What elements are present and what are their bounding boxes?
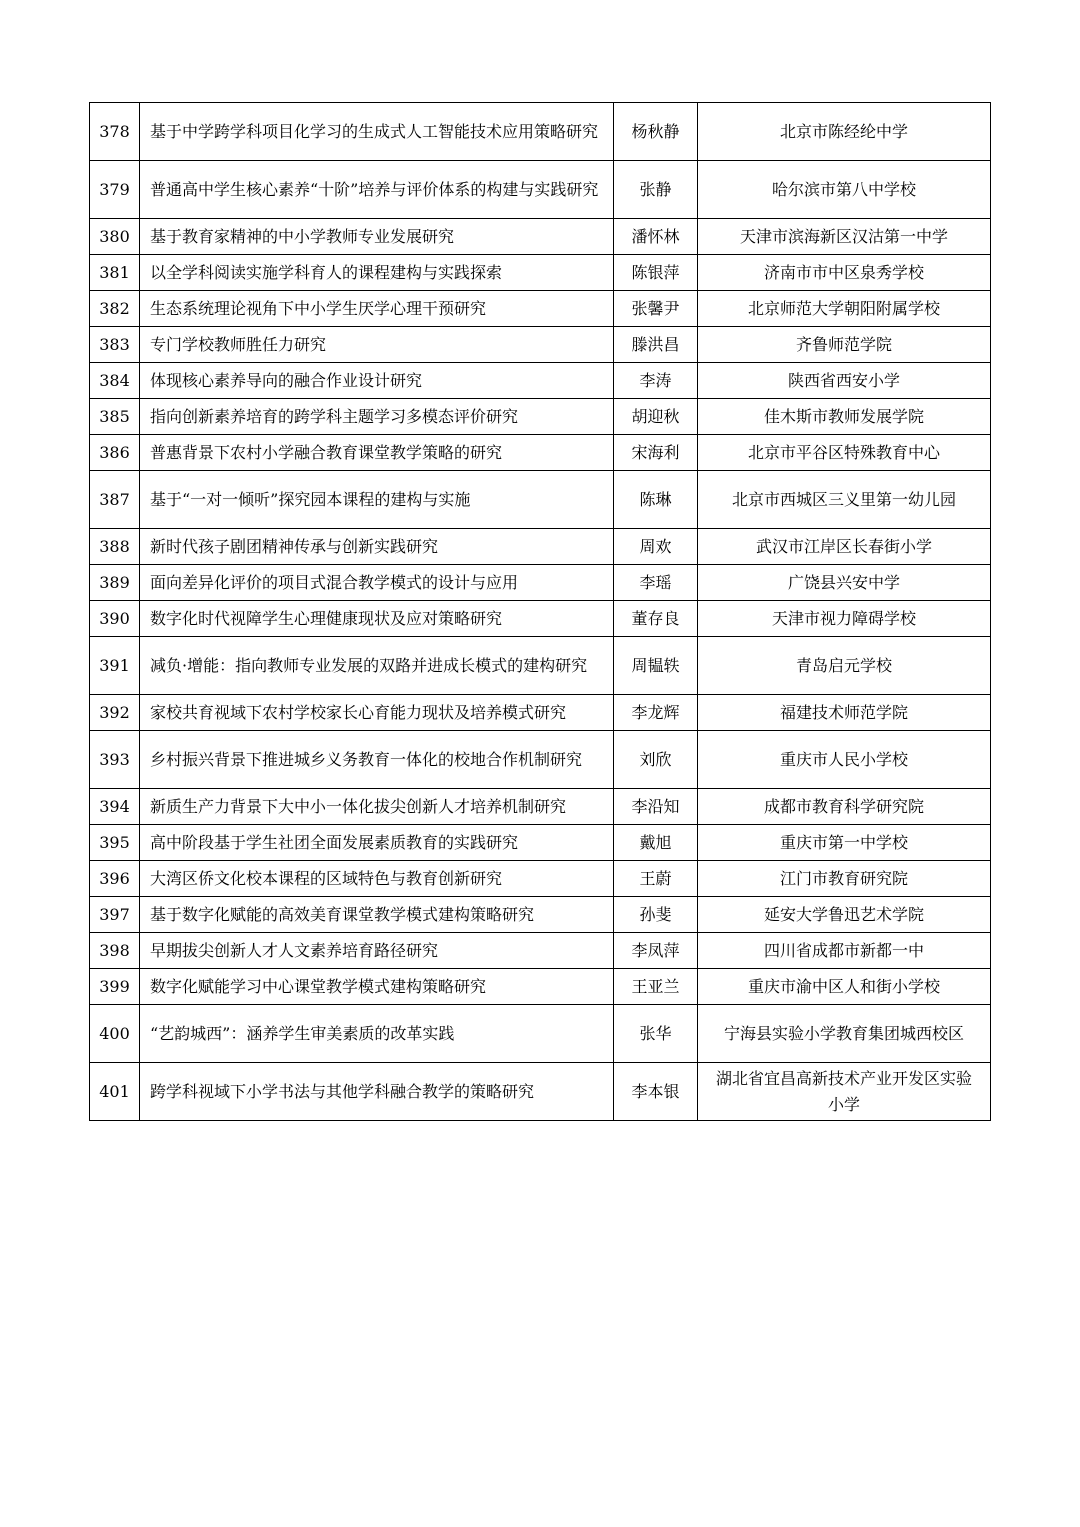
project-author: 王蔚 (614, 861, 698, 897)
project-author: 李龙辉 (614, 695, 698, 731)
table-row (90, 363, 991, 399)
project-title: 大湾区侨文化校本课程的区域特色与教育创新研究 (140, 861, 614, 897)
project-title: 新质生产力背景下大中小一体化拔尖创新人才培养机制研究 (140, 789, 614, 825)
project-title: 数字化赋能学习中心课堂教学模式建构策略研究 (140, 969, 614, 1005)
table-row (90, 103, 991, 161)
table-row (90, 695, 991, 731)
project-author: 周欢 (614, 529, 698, 565)
project-title: 数字化时代视障学生心理健康现状及应对策略研究 (140, 601, 614, 637)
table-row (90, 255, 991, 291)
project-organization: 北京市平谷区特殊教育中心 (698, 435, 991, 471)
project-author: 滕洪昌 (614, 327, 698, 363)
project-title: 基于中学跨学科项目化学习的生成式人工智能技术应用策略研究 (140, 103, 614, 161)
table-row (90, 825, 991, 861)
row-number: 393 (90, 731, 140, 789)
row-number: 382 (90, 291, 140, 327)
project-title: 普通高中学生核心素养“十阶”培养与评价体系的构建与实践研究 (140, 161, 614, 219)
table-row (90, 219, 991, 255)
project-organization: 北京市西城区三义里第一幼儿园 (698, 471, 991, 529)
project-author: 陈银萍 (614, 255, 698, 291)
project-title: 生态系统理论视角下中小学生厌学心理干预研究 (140, 291, 614, 327)
row-number: 396 (90, 861, 140, 897)
row-number: 387 (90, 471, 140, 529)
project-title: 以全学科阅读实施学科育人的课程建构与实践探索 (140, 255, 614, 291)
project-title: 跨学科视域下小学书法与其他学科融合教学的策略研究 (140, 1063, 614, 1121)
project-author: 周韫轶 (614, 637, 698, 695)
table-row (90, 861, 991, 897)
project-author: 李涛 (614, 363, 698, 399)
project-author: 李本银 (614, 1063, 698, 1121)
table-row (90, 435, 991, 471)
row-number: 391 (90, 637, 140, 695)
project-author: 张馨尹 (614, 291, 698, 327)
table-row (90, 565, 991, 601)
project-organization: 广饶县兴安中学 (698, 565, 991, 601)
project-organization: 重庆市人民小学校 (698, 731, 991, 789)
row-number: 392 (90, 695, 140, 731)
table-row (90, 789, 991, 825)
row-number: 388 (90, 529, 140, 565)
project-title: 面向差异化评价的项目式混合教学模式的设计与应用 (140, 565, 614, 601)
project-organization: 四川省成都市新都一中 (698, 933, 991, 969)
project-organization: 济南市市中区泉秀学校 (698, 255, 991, 291)
project-title: 早期拔尖创新人才人文素养培育路径研究 (140, 933, 614, 969)
project-table (89, 102, 991, 1121)
table-row (90, 897, 991, 933)
row-number: 386 (90, 435, 140, 471)
table-row (90, 969, 991, 1005)
project-organization: 齐鲁师范学院 (698, 327, 991, 363)
project-author: 孙斐 (614, 897, 698, 933)
project-author: 戴旭 (614, 825, 698, 861)
project-title: 专门学校教师胜任力研究 (140, 327, 614, 363)
project-organization: 重庆市第一中学校 (698, 825, 991, 861)
row-number: 401 (90, 1063, 140, 1121)
row-number: 380 (90, 219, 140, 255)
row-number: 399 (90, 969, 140, 1005)
row-number: 385 (90, 399, 140, 435)
project-organization: 天津市滨海新区汉沽第一中学 (698, 219, 991, 255)
project-title: “艺韵城西”：涵养学生审美素质的改革实践 (140, 1005, 614, 1063)
row-number: 398 (90, 933, 140, 969)
table-row (90, 601, 991, 637)
project-organization: 福建技术师范学院 (698, 695, 991, 731)
project-organization: 陕西省西安小学 (698, 363, 991, 399)
project-title: 高中阶段基于学生社团全面发展素质教育的实践研究 (140, 825, 614, 861)
project-title: 基于教育家精神的中小学教师专业发展研究 (140, 219, 614, 255)
project-organization: 青岛启元学校 (698, 637, 991, 695)
project-author: 张华 (614, 1005, 698, 1063)
row-number: 400 (90, 1005, 140, 1063)
project-organization: 延安大学鲁迅艺术学院 (698, 897, 991, 933)
row-number: 395 (90, 825, 140, 861)
project-author: 张静 (614, 161, 698, 219)
project-organization: 天津市视力障碍学校 (698, 601, 991, 637)
project-title: 普惠背景下农村小学融合教育课堂教学策略的研究 (140, 435, 614, 471)
row-number: 389 (90, 565, 140, 601)
project-author: 胡迎秋 (614, 399, 698, 435)
project-title: 基于“一对一倾听”探究园本课程的建构与实施 (140, 471, 614, 529)
row-number: 378 (90, 103, 140, 161)
table-row (90, 637, 991, 695)
project-title: 减负·增能：指向教师专业发展的双路并进成长模式的建构研究 (140, 637, 614, 695)
project-author: 李瑶 (614, 565, 698, 601)
row-number: 384 (90, 363, 140, 399)
project-title: 新时代孩子剧团精神传承与创新实践研究 (140, 529, 614, 565)
project-organization: 佳木斯市教师发展学院 (698, 399, 991, 435)
table-row (90, 1005, 991, 1063)
project-organization: 哈尔滨市第八中学校 (698, 161, 991, 219)
project-organization: 宁海县实验小学教育集团城西校区 (698, 1005, 991, 1063)
table-row (90, 161, 991, 219)
project-organization: 湖北省宜昌高新技术产业开发区实验小学 (698, 1063, 991, 1121)
row-number: 390 (90, 601, 140, 637)
row-number: 394 (90, 789, 140, 825)
project-organization: 武汉市江岸区长春街小学 (698, 529, 991, 565)
project-author: 陈琳 (614, 471, 698, 529)
project-author: 李沿知 (614, 789, 698, 825)
project-author: 董存良 (614, 601, 698, 637)
row-number: 379 (90, 161, 140, 219)
project-author: 杨秋静 (614, 103, 698, 161)
project-organization: 北京市陈经纶中学 (698, 103, 991, 161)
table-row (90, 327, 991, 363)
project-author: 李凤萍 (614, 933, 698, 969)
project-author: 刘欣 (614, 731, 698, 789)
project-organization: 成都市教育科学研究院 (698, 789, 991, 825)
project-organization: 北京师范大学朝阳附属学校 (698, 291, 991, 327)
table-row (90, 731, 991, 789)
project-organization: 重庆市渝中区人和街小学校 (698, 969, 991, 1005)
table-row (90, 291, 991, 327)
table-row (90, 399, 991, 435)
project-author: 王亚兰 (614, 969, 698, 1005)
row-number: 383 (90, 327, 140, 363)
project-title: 体现核心素养导向的融合作业设计研究 (140, 363, 614, 399)
project-title: 指向创新素养培育的跨学科主题学习多模态评价研究 (140, 399, 614, 435)
table-row (90, 933, 991, 969)
project-title: 家校共育视域下农村学校家长心育能力现状及培养模式研究 (140, 695, 614, 731)
project-title: 基于数字化赋能的高效美育课堂教学模式建构策略研究 (140, 897, 614, 933)
row-number: 381 (90, 255, 140, 291)
project-author: 宋海利 (614, 435, 698, 471)
table-row (90, 471, 991, 529)
table-row (90, 1063, 991, 1121)
table-body (90, 103, 991, 1121)
row-number: 397 (90, 897, 140, 933)
project-organization: 江门市教育研究院 (698, 861, 991, 897)
table-row (90, 529, 991, 565)
project-author: 潘怀林 (614, 219, 698, 255)
project-title: 乡村振兴背景下推进城乡义务教育一体化的校地合作机制研究 (140, 731, 614, 789)
